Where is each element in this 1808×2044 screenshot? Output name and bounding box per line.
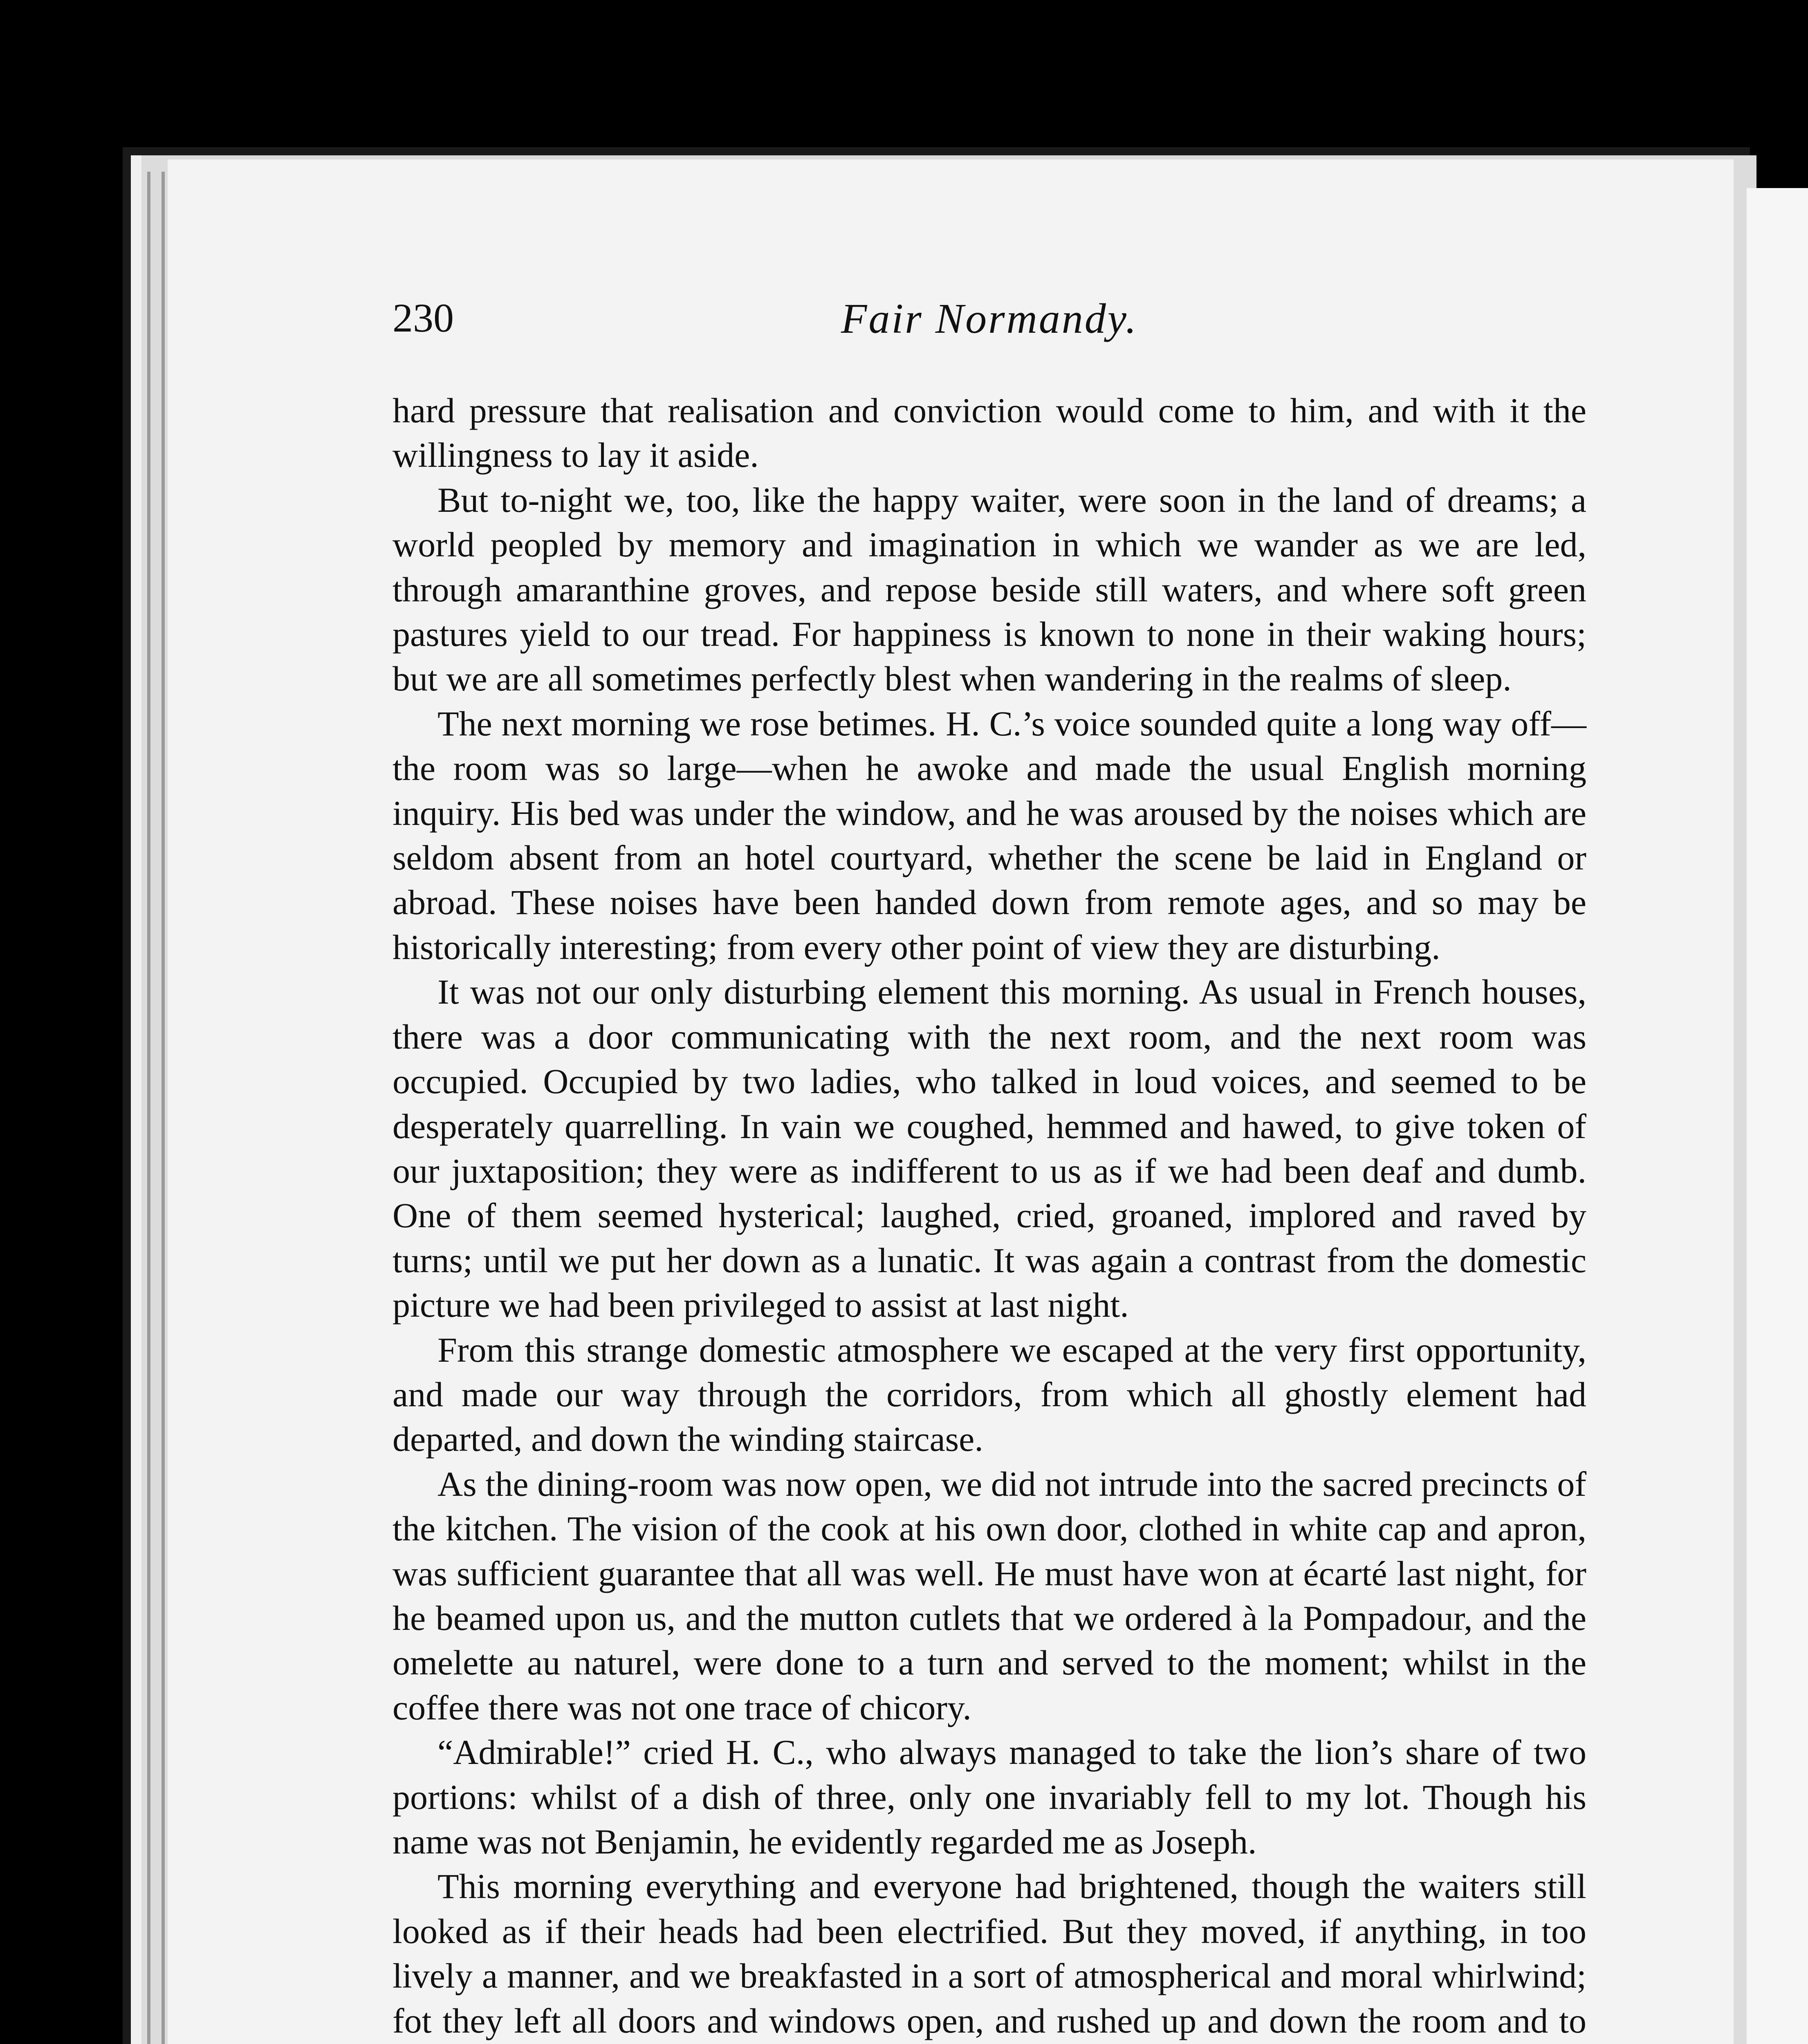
- paragraph: From this strange domestic atmosphere we escaped at the very first opportunity, and made our way through the corridors, from which all ghostly element had departed, and down the winding staircase.: [393, 1330, 1586, 1459]
- paragraph: It was not our only disturbing element this morning. As usual in French houses, there was a door communicating with the next room, and the next room was occupied. Occupied by two ladies, who talked in loud voices, and seemed to be desperately quarrelling. In vain we coughed, hemmed and hawed, to give token of our juxtaposition; they were as indifferent to us as if we had been deaf and dumb. One of them seemed hysterical; laughed, cried, groaned, implored and raved by turns; until we put her down as a lunatic. It was again a contrast from the domestic picture we had been privileged to assist at last night.: [393, 972, 1586, 1325]
- page-number: 230: [393, 295, 454, 341]
- facing-page-edge: [1747, 188, 1808, 2044]
- running-title: Fair Normandy.: [841, 295, 1138, 342]
- paragraph: The next morning we rose betimes. H. C.’s voice sounded quite a long way off—the room was so large—when he awoke and made the usual English morning inquiry. His bed was under the window, and he was aroused by the noises which are seldom absent from an hotel courtyard, whether the scene be laid in England or abroad. These noises have been handed down from remote ages, and so may be historically interesting; from every other point of view they are disturbing.: [393, 704, 1586, 967]
- running-head: [393, 294, 1586, 347]
- body-text: [393, 388, 1586, 2044]
- paragraph: But to-night we, too, like the happy waiter, were soon in the land of dreams; a world peopled by memory and imagination in which we wander as we are led, through amaranthine groves, and repose beside still waters, and where soft green pastures yield to our tread. For happiness is known to none in their waking hours; but we are all sometimes perfectly blest when wandering in the realms of sleep.: [393, 480, 1586, 699]
- paragraph: This morning everything and everyone had brightened, though the waiters still looked as if their heads had been electrified. But they moved, if anything, in too lively a manner, and we breakfasted in a sort of atmospherical and moral whirlwind; fot they left all doors and windows open, and rushed up and down the room and to: [393, 1867, 1586, 2040]
- page-edge-line: [147, 172, 150, 2044]
- page-edge-line: [162, 172, 165, 2044]
- paragraph: As the dining-room was now open, we did not intrude into the sacred precincts of the kitchen. The vision of the cook at his own door, clothed in white cap and apron, was sufficient guarantee that all was well. He must have won at écarté last night, for he beamed upon us, and the mutton cutlets that we ordered à la Pompadour, and the omelette au naturel, were done to a turn and served to the moment; whilst in the coffee there was not one trace of chicory.: [393, 1464, 1586, 1727]
- paragraph: “Admirable!” cried H. C., who always managed to take the lion’s share of two portions: whilst of a dish of three, only one invariably fell to my lot. Though his name was not Benjamin, he evidently regarded me as Joseph.: [393, 1732, 1586, 1861]
- paragraph: hard pressure that realisation and conviction would come to him, and with it the willingness to lay it aside.: [393, 391, 1586, 475]
